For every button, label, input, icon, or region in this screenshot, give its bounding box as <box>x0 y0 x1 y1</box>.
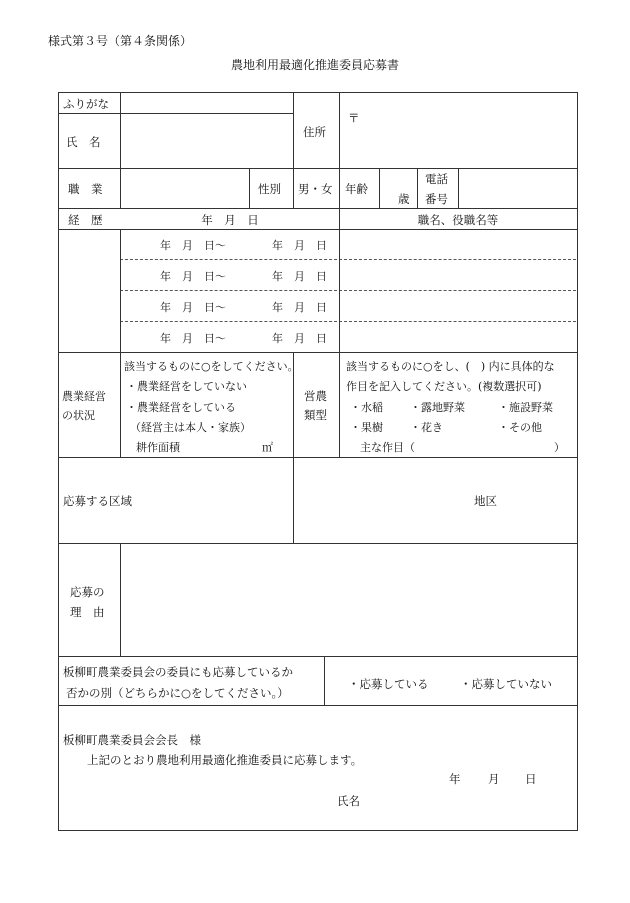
gender-options: 男・女 <box>298 182 333 196</box>
line-address-col <box>293 92 294 208</box>
address-label: 住所 <box>303 125 326 139</box>
line-age-col <box>379 168 380 208</box>
line-name-bottom <box>58 168 578 169</box>
crop-rice: ・水稲 <box>350 401 383 414</box>
farm-area-unit: ㎡ <box>262 441 273 454</box>
occupation-label: 職 業 <box>68 182 103 196</box>
farm-status-option-yes: ・農業経営をしている <box>126 401 236 414</box>
crop-vegetable-open: ・露地野菜 <box>410 401 465 414</box>
history-row-4-from: 年 月 日〜 <box>160 332 226 345</box>
history-divider-2 <box>120 290 576 291</box>
history-label: 経 歴 <box>68 213 103 227</box>
declaration: 上記のとおり農地利用最適化推進委員に応募します。 <box>87 753 363 767</box>
line-label-col-reason <box>120 543 121 656</box>
farm-status-label-line1: 農業経営 <box>62 390 106 403</box>
line-gender-label-col <box>249 168 250 208</box>
main-crop-label: 主な作目（ <box>360 441 415 454</box>
history-row-1-from: 年 月 日〜 <box>160 239 226 252</box>
region-suffix: 地区 <box>474 494 497 508</box>
history-row-3-to: 年 月 日 <box>272 301 327 314</box>
date-year: 年 <box>449 772 461 786</box>
farm-status-option-no: ・農業経営をしていない <box>126 380 247 393</box>
committee-question-line2: 否かの別（どちらかに○をしてください。） <box>66 686 289 700</box>
main-crop-close: ） <box>554 441 565 454</box>
reason-label-line2: 理 由 <box>70 605 105 619</box>
line-farm-type-col <box>293 352 294 543</box>
addressee: 板柳町農業委員会会長 様 <box>63 733 201 747</box>
age-label: 年齢 <box>345 182 368 196</box>
history-date-header: 年 月 日 <box>201 213 259 227</box>
line-occupation-bottom <box>58 208 578 209</box>
history-row-3-from: 年 月 日〜 <box>160 301 226 314</box>
crop-other: ・その他 <box>498 421 542 434</box>
farm-area-label: 耕作面積 <box>136 441 180 454</box>
table-border-bottom <box>58 830 578 831</box>
postal-mark: 〒 <box>348 111 360 125</box>
line-phone-label-col-right <box>458 168 459 208</box>
table-border-top <box>58 92 578 93</box>
phone-label-line1: 電話 <box>425 172 448 186</box>
farm-type-instruction-line2: 作目を記入してください。(複数選択可) <box>346 380 542 393</box>
page-title: 農地利用最適化推進委員応募書 <box>230 58 400 72</box>
signature-label: 氏名 <box>337 794 360 808</box>
line-furigana-bottom <box>58 113 293 114</box>
crop-fruit: ・果樹 <box>350 421 383 434</box>
crop-flower: ・花き <box>410 421 443 434</box>
committee-question-line1: 板柳町農業委員会の委員にも応募しているか <box>63 665 293 679</box>
line-phone-label-col-left <box>417 168 418 208</box>
line-farm-type-value-col <box>339 352 340 457</box>
line-history-header-bottom <box>58 229 578 230</box>
gender-label: 性別 <box>258 182 281 196</box>
crop-vegetable-facility: ・施設野菜 <box>498 401 553 414</box>
committee-option-no: ・応募していない <box>460 677 552 691</box>
reason-label-line1: 応募の <box>70 585 105 599</box>
line-committee-bottom <box>58 705 578 706</box>
history-row-1-to: 年 月 日 <box>272 239 327 252</box>
line-history-bottom <box>58 352 578 353</box>
history-divider-3 <box>120 321 576 322</box>
name-label: 氏 名 <box>66 135 101 149</box>
line-label-col-history <box>120 229 121 352</box>
date-day: 日 <box>525 772 537 786</box>
line-committee-split <box>324 656 325 705</box>
farm-status-label-line2: の状況 <box>62 409 95 422</box>
date-month: 月 <box>488 772 500 786</box>
line-address-value-col <box>339 92 340 229</box>
line-reason-bottom <box>58 656 578 657</box>
form-number: 様式第３号（第４条関係） <box>48 34 193 48</box>
farm-type-instruction-line1: 該当するものに○をし、( ) 内に具体的な <box>346 360 555 373</box>
farm-status-note: （経営主は本人・家族） <box>130 421 251 434</box>
history-position-header: 職名、役職名等 <box>417 213 499 227</box>
region-label: 応募する区域 <box>63 494 132 508</box>
history-row-2-to: 年 月 日 <box>272 270 327 283</box>
farm-status-instruction: 該当するものに○をしてください。 <box>124 360 299 373</box>
age-unit: 歳 <box>398 192 410 206</box>
farm-type-label-line1: 営農 <box>304 389 327 403</box>
line-region-bottom <box>58 543 578 544</box>
committee-option-yes: ・応募している <box>348 677 429 691</box>
phone-label-line2: 番号 <box>425 192 448 206</box>
history-divider-1 <box>120 259 576 260</box>
table-border-left <box>58 92 59 830</box>
line-label-col-top <box>120 92 121 208</box>
line-farm-label-col <box>120 352 121 457</box>
line-history-split <box>339 229 340 352</box>
farm-type-label-line2: 類型 <box>304 408 327 422</box>
table-border-right <box>577 92 578 830</box>
history-row-4-to: 年 月 日 <box>272 332 327 345</box>
line-farm-bottom <box>58 457 578 458</box>
history-row-2-from: 年 月 日〜 <box>160 270 226 283</box>
furigana-label: ふりがな <box>63 97 109 111</box>
